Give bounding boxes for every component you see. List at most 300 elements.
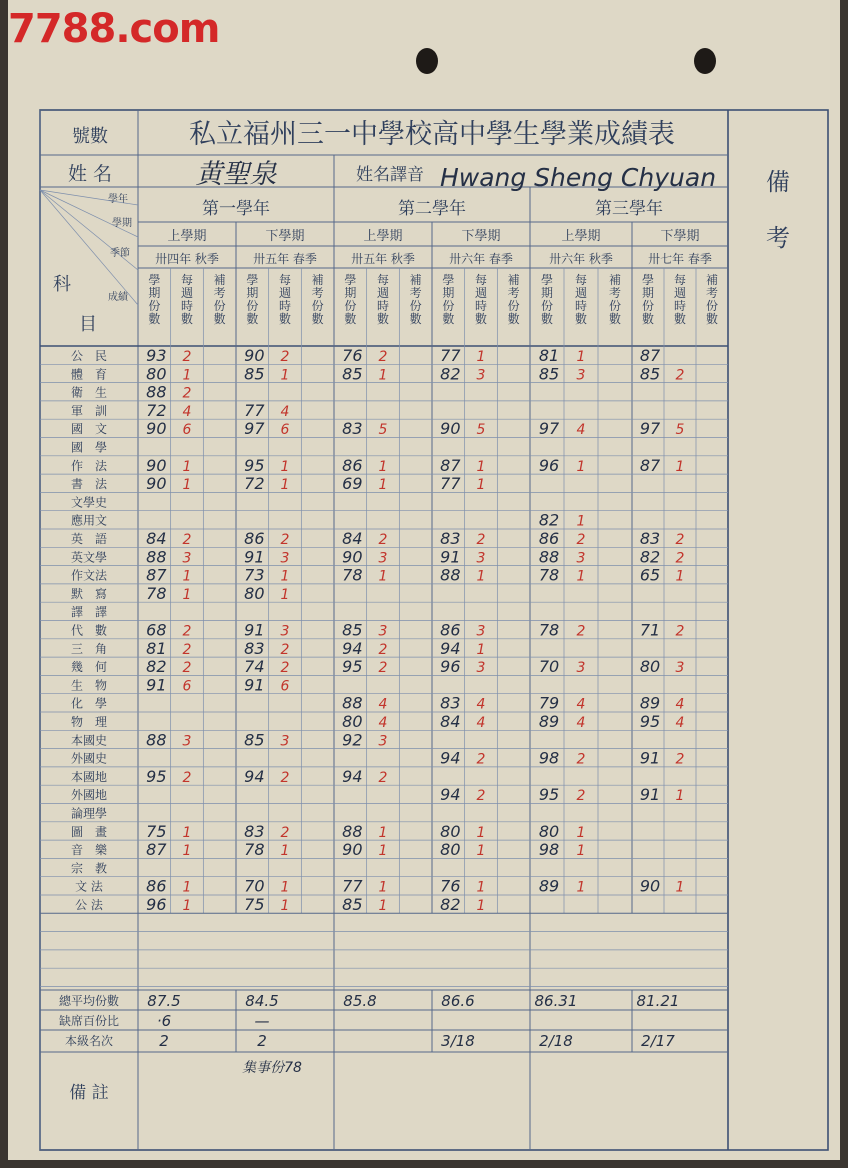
- subject-label: 公 法: [75, 898, 103, 912]
- weekly-hours: 1: [476, 349, 486, 365]
- weekly-hours: 1: [576, 568, 586, 585]
- weekly-hours: 3: [675, 660, 685, 677]
- weekly-hours: 1: [476, 458, 486, 475]
- grade-score: 94: [342, 766, 363, 786]
- grade-score: 78: [538, 565, 560, 585]
- subject-label: 公 民: [70, 349, 108, 363]
- grade-score: 95: [342, 657, 363, 677]
- subject-label: 宗 教: [70, 861, 108, 876]
- weekly-hours: 2: [280, 769, 290, 786]
- grade-score: 77: [244, 400, 265, 420]
- grade-score: 87: [146, 840, 167, 860]
- column-heading: 補考份數: [311, 273, 324, 326]
- weekly-hours: 1: [378, 477, 388, 494]
- summary-value: 85.8: [343, 992, 377, 1010]
- grade-score: 90: [342, 547, 363, 567]
- weekly-hours: 3: [476, 550, 486, 567]
- summary-value: 84.5: [245, 992, 279, 1010]
- grade-score: 93: [146, 346, 167, 365]
- weekly-hours: 3: [576, 550, 586, 567]
- grade-score: 87: [639, 455, 661, 475]
- grade-score: 80: [244, 583, 265, 603]
- grade-score: 85: [538, 364, 560, 384]
- remarks-label: 備: [766, 168, 790, 196]
- weekly-hours: 3: [182, 733, 192, 750]
- summary-label: 總平均份數: [58, 994, 120, 1008]
- diagonal-label: 學期: [112, 218, 132, 229]
- subject-label: 英 語: [70, 532, 108, 546]
- weekly-hours: 2: [675, 550, 685, 567]
- student-pinyin: Hwang Sheng Chyuan: [439, 163, 717, 192]
- weekly-hours: 1: [576, 513, 586, 530]
- subject-label: 默 寫: [70, 586, 108, 601]
- subject-label: 化 學: [70, 696, 108, 711]
- subject-label: 本國地: [70, 769, 108, 784]
- column-heading: 每週時數: [278, 273, 292, 326]
- weekly-hours: 2: [280, 641, 290, 658]
- grade-score: 83: [440, 693, 461, 713]
- semester-heading: 上學期: [561, 229, 601, 244]
- remarks-label: 考: [766, 224, 790, 252]
- column-heading: 每週時數: [376, 273, 390, 326]
- grade-score: 72: [244, 474, 265, 494]
- grade-score: 90: [639, 876, 661, 896]
- weekly-hours: 1: [182, 586, 192, 603]
- subject-label: 物 理: [70, 715, 108, 729]
- grade-score: 88: [538, 547, 560, 567]
- grade-score: 90: [146, 474, 167, 494]
- grade-score: 72: [146, 400, 167, 420]
- school-year-heading: 第三學年: [595, 199, 663, 219]
- weekly-hours: 4: [182, 403, 192, 420]
- grade-score: 90: [342, 840, 363, 860]
- weekly-hours: 1: [378, 367, 388, 384]
- weekly-hours: 1: [675, 879, 685, 896]
- weekly-hours: 5: [675, 422, 685, 439]
- weekly-hours: 3: [378, 733, 388, 750]
- grade-score: 85: [639, 364, 661, 384]
- grade-score: 88: [342, 693, 363, 713]
- summary-value: 2: [257, 1032, 267, 1050]
- weekly-hours: 4: [378, 715, 388, 731]
- grade-score: 77: [342, 876, 363, 896]
- grade-score: 90: [440, 419, 461, 439]
- weekly-hours: 1: [182, 568, 192, 585]
- column-heading: 每週時數: [574, 273, 588, 326]
- weekly-hours: 2: [182, 769, 192, 786]
- weekly-hours: 2: [476, 751, 486, 768]
- weekly-hours: 1: [280, 568, 290, 585]
- subject-label: 論理學: [70, 806, 108, 821]
- weekly-hours: 4: [476, 715, 486, 731]
- grade-score: 82: [639, 547, 661, 567]
- summary-value: 2/18: [539, 1032, 573, 1050]
- subject-label: 文學史: [70, 495, 108, 510]
- grade-score: 78: [538, 620, 560, 640]
- weekly-hours: 1: [576, 843, 586, 860]
- grade-score: 73: [244, 565, 265, 585]
- weekly-hours: 2: [182, 349, 192, 365]
- column-heading: 學期份數: [344, 273, 357, 326]
- weekly-hours: 5: [378, 422, 388, 439]
- season-heading: 卅五年 秋季: [351, 252, 415, 266]
- weekly-hours: 1: [576, 349, 586, 365]
- weekly-hours: 1: [378, 458, 388, 475]
- grade-score: 88: [146, 730, 167, 750]
- school-year-heading: 第一學年: [202, 199, 270, 219]
- summary-value: 2: [159, 1032, 169, 1050]
- grade-score: 85: [244, 730, 265, 750]
- column-heading: 每週時數: [673, 273, 687, 326]
- diagonal-label: 季節: [110, 248, 130, 259]
- grade-score: 89: [639, 693, 661, 713]
- grade-score: 85: [342, 895, 363, 914]
- diagonal-label: 學年: [108, 194, 128, 205]
- weekly-hours: 2: [182, 623, 192, 640]
- subject-label: 生 物: [70, 678, 108, 693]
- weekly-hours: 2: [378, 641, 388, 658]
- weekly-hours: 2: [280, 660, 290, 677]
- weekly-hours: 2: [182, 641, 192, 658]
- weekly-hours: 3: [182, 550, 192, 567]
- grade-score: 87: [146, 565, 167, 585]
- subject-label: 圖 畫: [70, 824, 108, 839]
- weekly-hours: 2: [675, 367, 685, 384]
- weekly-hours: 3: [476, 660, 486, 677]
- column-heading: 學期份數: [148, 273, 161, 326]
- summary-label: 缺席百份比: [58, 1014, 120, 1028]
- grade-score: 85: [244, 364, 265, 384]
- weekly-hours: 4: [675, 696, 685, 713]
- weekly-hours: 4: [576, 715, 586, 731]
- weekly-hours: 1: [280, 898, 290, 914]
- summary-value: 86.31: [534, 992, 578, 1010]
- weekly-hours: 3: [576, 660, 586, 677]
- grade-score: 88: [342, 821, 363, 841]
- weekly-hours: 3: [280, 550, 290, 567]
- weekly-hours: 2: [280, 532, 290, 548]
- grade-score: 90: [244, 346, 265, 365]
- grade-score: 78: [244, 840, 265, 860]
- grade-score: 96: [440, 657, 461, 677]
- weekly-hours: 1: [280, 879, 290, 896]
- weekly-hours: 1: [182, 477, 192, 494]
- notes-label: 備 註: [69, 1083, 109, 1103]
- grade-score: 80: [440, 821, 461, 841]
- weekly-hours: 3: [280, 733, 290, 750]
- grade-score: 70: [538, 657, 560, 677]
- grade-score: 80: [146, 364, 167, 384]
- column-heading: 補考份數: [705, 273, 719, 326]
- subject-label: 書 法: [70, 477, 108, 492]
- grade-score: 85: [342, 620, 363, 640]
- grade-score: 88: [146, 382, 167, 402]
- grade-score: 82: [538, 510, 560, 530]
- weekly-hours: 4: [675, 715, 685, 731]
- grade-score: 94: [440, 748, 461, 768]
- grade-score: 82: [440, 895, 461, 914]
- grade-score: 83: [244, 638, 265, 658]
- grade-score: 80: [342, 712, 363, 731]
- grade-score: 97: [538, 419, 560, 439]
- watermark-logo: 7788.com: [8, 6, 220, 52]
- student-name: 黄聖泉: [195, 159, 277, 190]
- grade-score: 87: [440, 455, 461, 475]
- name-label: 姓 名: [67, 163, 113, 185]
- grade-score: 97: [244, 419, 265, 439]
- weekly-hours: 6: [182, 422, 192, 439]
- subject-label: 代 數: [70, 623, 108, 638]
- grade-score: 95: [146, 766, 167, 786]
- subject-label: 英文學: [70, 550, 108, 565]
- grade-score: 91: [244, 675, 265, 695]
- semester-heading: 下學期: [660, 229, 700, 244]
- grade-score: 86: [342, 455, 363, 475]
- grade-score: 84: [146, 529, 167, 548]
- subject-label: 音 樂: [70, 843, 108, 858]
- weekly-hours: 1: [476, 843, 486, 860]
- weekly-hours: 2: [675, 751, 685, 768]
- summary-value: —: [254, 1012, 270, 1030]
- weekly-hours: 2: [476, 788, 486, 805]
- grade-score: 91: [244, 620, 265, 640]
- weekly-hours: 3: [476, 367, 486, 384]
- grade-score: 80: [639, 657, 661, 677]
- weekly-hours: 4: [576, 422, 586, 439]
- grade-score: 68: [146, 620, 167, 640]
- weekly-hours: 1: [280, 458, 290, 475]
- subject-label: 應用文: [70, 513, 108, 528]
- grade-score: 95: [244, 455, 265, 475]
- weekly-hours: 1: [182, 458, 192, 475]
- grade-score: 98: [538, 840, 560, 860]
- weekly-hours: 2: [280, 349, 290, 365]
- weekly-hours: 1: [378, 568, 388, 585]
- weekly-hours: 1: [280, 367, 290, 384]
- subject-label: 幾 何: [70, 660, 108, 675]
- subject-label: 作 法: [70, 458, 108, 473]
- weekly-hours: 6: [280, 678, 290, 695]
- subject-label: 作文法: [70, 568, 108, 583]
- grade-score: 96: [538, 455, 560, 475]
- grade-score: 94: [440, 638, 461, 658]
- semester-heading: 下學期: [461, 229, 501, 244]
- weekly-hours: 2: [576, 623, 586, 640]
- grade-score: 91: [639, 785, 661, 805]
- grade-score: 91: [146, 675, 167, 695]
- grade-score: 85: [342, 364, 363, 384]
- grade-score: 91: [639, 748, 661, 768]
- summary-value: 87.5: [147, 992, 181, 1010]
- grade-score: 75: [146, 821, 167, 841]
- grade-score: 92: [342, 730, 363, 750]
- column-heading: 學期份數: [641, 273, 655, 326]
- weekly-hours: 1: [476, 568, 486, 585]
- weekly-hours: 2: [378, 660, 388, 677]
- subject-label: 國 學: [70, 440, 108, 455]
- column-heading: 每週時數: [180, 273, 194, 326]
- grade-score: 89: [538, 876, 560, 896]
- grade-score: 84: [342, 529, 363, 548]
- subject-label: 衛 生: [70, 385, 108, 400]
- grade-score: 91: [244, 547, 265, 567]
- weekly-hours: 3: [378, 623, 388, 640]
- subject-label: 外國史: [70, 751, 108, 766]
- column-heading: 補考份數: [213, 273, 226, 326]
- season-heading: 卅四年 秋季: [155, 252, 219, 266]
- season-heading: 卅七年 春季: [648, 252, 712, 266]
- weekly-hours: 1: [378, 898, 388, 914]
- grade-score: 95: [639, 712, 661, 731]
- column-heading: 補考份數: [507, 273, 520, 326]
- subject-label: 體 育: [70, 367, 108, 382]
- grade-score: 88: [146, 547, 167, 567]
- summary-value: ·6: [156, 1012, 172, 1030]
- column-heading: 學期份數: [540, 273, 554, 326]
- weekly-hours: 1: [576, 879, 586, 896]
- grade-score: 79: [538, 693, 560, 713]
- weekly-hours: 1: [675, 458, 685, 475]
- weekly-hours: 1: [378, 824, 388, 841]
- weekly-hours: 2: [576, 532, 586, 548]
- weekly-hours: 1: [280, 477, 290, 494]
- weekly-hours: 1: [280, 586, 290, 603]
- weekly-hours: 3: [476, 623, 486, 640]
- weekly-hours: 1: [182, 843, 192, 860]
- summary-value: 86.6: [441, 992, 475, 1010]
- weekly-hours: 2: [182, 660, 192, 677]
- grade-score: 77: [440, 474, 461, 494]
- grade-score: 86: [146, 876, 167, 896]
- weekly-hours: 1: [182, 367, 192, 384]
- subject-label: 外國地: [70, 788, 108, 803]
- grade-score: 75: [244, 895, 265, 914]
- grade-score: 94: [342, 638, 363, 658]
- grade-score: 80: [538, 821, 560, 841]
- weekly-hours: 2: [378, 532, 388, 548]
- weekly-hours: 6: [182, 678, 192, 695]
- subject-label: 軍 訓: [70, 403, 108, 418]
- grade-score: 91: [440, 547, 461, 567]
- semester-heading: 下學期: [265, 229, 305, 244]
- grade-score: 89: [538, 712, 560, 731]
- grade-score: 76: [440, 876, 461, 896]
- grade-score: 94: [244, 766, 265, 786]
- weekly-hours: 2: [675, 532, 685, 548]
- weekly-hours: 1: [576, 458, 586, 475]
- grade-score: 96: [146, 895, 167, 914]
- grade-score: 84: [440, 712, 461, 731]
- form-title: 私立福州三一中學校高中學生學業成績表: [189, 119, 675, 150]
- weekly-hours: 2: [280, 824, 290, 841]
- weekly-hours: 1: [476, 824, 486, 841]
- subject-label: 三 角: [70, 641, 108, 656]
- grade-score: 90: [146, 419, 167, 439]
- weekly-hours: 2: [576, 788, 586, 805]
- grade-score: 86: [244, 529, 265, 548]
- weekly-hours: 4: [476, 696, 486, 713]
- grade-score: 97: [639, 419, 661, 439]
- weekly-hours: 2: [675, 623, 685, 640]
- weekly-hours: 4: [378, 696, 388, 713]
- grade-score: 95: [538, 785, 560, 805]
- school-year-heading: 第二學年: [398, 199, 466, 219]
- grade-score: 83: [639, 529, 661, 548]
- column-heading: 每週時數: [474, 273, 488, 326]
- grade-score: 98: [538, 748, 560, 768]
- summary-value: 3/18: [441, 1032, 475, 1050]
- summary-label: 本級名次: [64, 1034, 114, 1048]
- grade-score: 80: [440, 840, 461, 860]
- grade-score: 82: [146, 657, 167, 677]
- column-heading: 學期份數: [246, 273, 259, 326]
- diagonal-label: 成績: [108, 292, 128, 303]
- grade-score: 77: [440, 346, 461, 365]
- weekly-hours: 2: [378, 769, 388, 786]
- summary-value: 2/17: [641, 1032, 675, 1050]
- weekly-hours: 3: [378, 550, 388, 567]
- weekly-hours: 1: [476, 477, 486, 494]
- weekly-hours: 1: [378, 879, 388, 896]
- grade-score: 76: [342, 346, 363, 365]
- weekly-hours: 1: [182, 824, 192, 841]
- subject-label: 本國史: [70, 733, 108, 748]
- subject-axis-label: 科: [53, 274, 71, 295]
- grade-score: 81: [538, 346, 560, 365]
- grade-score: 87: [639, 346, 661, 365]
- weekly-hours: 2: [182, 532, 192, 548]
- season-heading: 卅五年 春季: [253, 252, 317, 266]
- subject-label: 譯 譯: [70, 605, 108, 620]
- subject-axis-label: 目: [79, 314, 97, 335]
- grade-score: 82: [440, 364, 461, 384]
- grade-score: 69: [342, 474, 363, 494]
- subject-label: 國 文: [70, 422, 108, 437]
- semester-heading: 上學期: [363, 229, 403, 244]
- grade-score: 83: [244, 821, 265, 841]
- seq-label: 號數: [72, 126, 108, 147]
- grade-score: 90: [146, 455, 167, 475]
- weekly-hours: 3: [576, 367, 586, 384]
- weekly-hours: 6: [280, 422, 290, 439]
- weekly-hours: 2: [576, 751, 586, 768]
- weekly-hours: 3: [280, 623, 290, 640]
- grade-score: 86: [538, 529, 560, 548]
- column-heading: 補考份數: [409, 273, 422, 326]
- season-heading: 卅六年 秋季: [549, 252, 613, 266]
- grade-score: 78: [342, 565, 363, 585]
- weekly-hours: 2: [182, 385, 192, 402]
- weekly-hours: 1: [182, 879, 192, 896]
- grade-score: 81: [146, 638, 167, 658]
- weekly-hours: 4: [280, 403, 290, 420]
- grade-score: 70: [244, 876, 265, 896]
- notes-value: 集事份78: [242, 1060, 302, 1076]
- grade-score: 94: [440, 785, 461, 805]
- weekly-hours: 1: [476, 879, 486, 896]
- grade-score: 83: [342, 419, 363, 439]
- season-heading: 卅六年 春季: [449, 252, 513, 266]
- weekly-hours: 5: [476, 422, 486, 439]
- grade-score: 78: [146, 583, 167, 603]
- subject-label: 文 法: [75, 879, 103, 894]
- weekly-hours: 1: [576, 824, 586, 841]
- summary-value: 81.21: [636, 992, 680, 1010]
- weekly-hours: 1: [675, 568, 685, 585]
- column-heading: 學期份數: [442, 273, 455, 326]
- grade-score: 71: [639, 620, 661, 640]
- weekly-hours: 2: [476, 532, 486, 548]
